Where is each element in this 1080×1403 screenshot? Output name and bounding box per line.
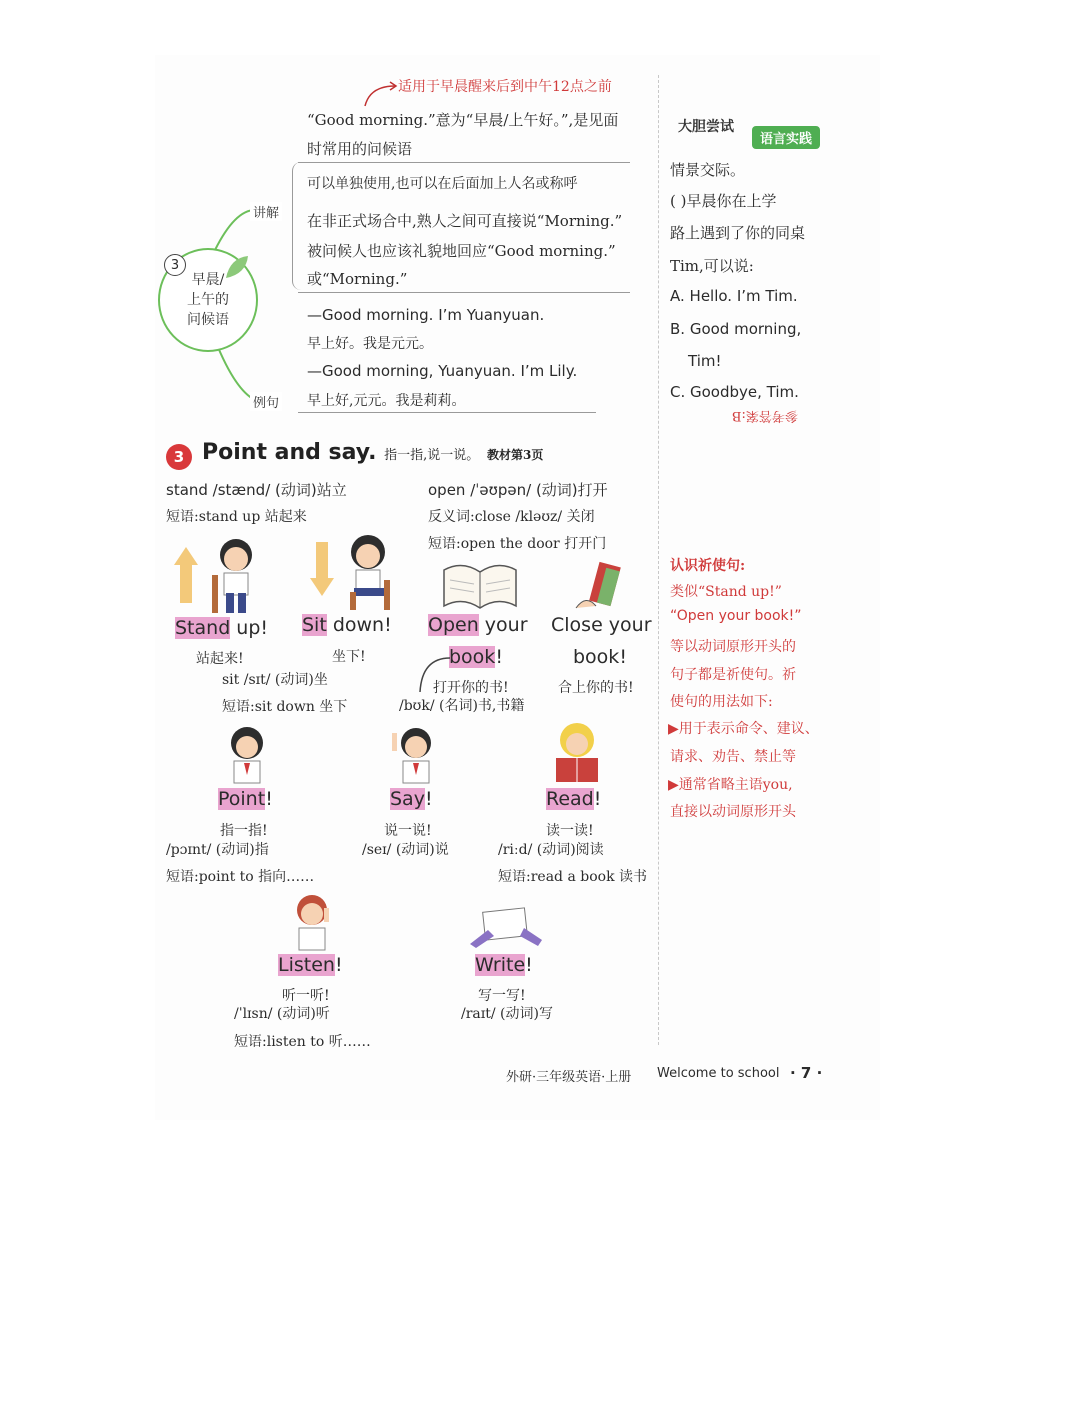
vocab-stand-phrase: 短语:stand up 站起来 [166, 509, 307, 525]
note-line: “Open your book!” [670, 608, 802, 624]
section-subtitle: 指一指,说一说。 [384, 448, 480, 463]
cn-sit-down: 坐下! [332, 649, 366, 665]
command-rest: ! [424, 788, 433, 810]
command-rest: down! [326, 614, 392, 636]
leaf-icon [222, 252, 252, 282]
explain-line-3: 被问候人也应该礼貌地回应“Good morning.” [307, 242, 616, 260]
explain-line-1: 可以单独使用,也可以在后面加上人名或称呼 [307, 176, 578, 192]
explain-brace [292, 162, 301, 290]
bubble-number: 3 [164, 254, 186, 276]
phrase-listen: 短语:listen to 听…… [234, 1034, 371, 1050]
sit-down-illustration [310, 530, 400, 615]
highlight-word: Listen [278, 954, 335, 976]
try-option-b: B. Good morning, [670, 320, 802, 338]
command-write [475, 954, 533, 976]
cn-read: 读一读! [546, 823, 594, 839]
read-illustration [550, 720, 604, 786]
highlight-word: Write [475, 954, 526, 976]
example-tag: 例句 [250, 392, 282, 411]
phrase-point: 短语:point to 指向…… [166, 869, 315, 885]
explain-tag: 讲解 [250, 202, 282, 221]
closed-book-illustration [572, 558, 632, 614]
command-rest: ! [334, 954, 343, 976]
highlight-word: Read [546, 788, 594, 810]
column-divider [658, 75, 659, 1045]
section-number: 3 [166, 444, 192, 470]
command-read [546, 788, 601, 810]
section-title [202, 440, 543, 465]
cn-point: 指一指! [220, 823, 268, 839]
try-option-a: A. Hello. I’m Tim. [670, 287, 798, 305]
example-line-4: 早上好,元元。我是莉莉。 [307, 393, 466, 409]
footer-book: 外研·三年级英语·上册 [506, 1070, 632, 1085]
highlight-word: Say [390, 788, 425, 810]
note-line: 使句的用法如下: [670, 694, 773, 710]
command-point [218, 788, 273, 810]
command-rest: ! [265, 788, 273, 810]
try-line-3: 路上遇到了你的同桌 [670, 224, 806, 242]
command-rest: up! [230, 617, 269, 639]
cn-listen: 听一听! [282, 988, 330, 1004]
page-number: · 7 · [790, 1064, 823, 1082]
phonetic-sit: sit /sɪt/ (动词)坐 [222, 672, 328, 688]
say-illustration [388, 725, 438, 785]
note-title: 认识祈使句: [670, 558, 746, 574]
annotation-arrow-icon [360, 78, 400, 108]
highlight-word: Sit [302, 614, 327, 636]
cn-open-book: 打开你的书! [433, 680, 509, 696]
vocab-open: open /ˈəʊpən/ (动词)打开 [428, 481, 608, 499]
try-line-2: ( )早晨你在上学 [670, 192, 777, 210]
phonetic-read: /riːd/ (动词)阅读 [498, 842, 604, 858]
try-badge: 语言实践 [752, 126, 820, 149]
command-open-book-2 [449, 646, 503, 668]
example-line-2: 早上好。我是元元。 [307, 336, 433, 352]
listen-illustration [288, 892, 336, 952]
try-header [668, 118, 820, 148]
command-rest: ! [525, 954, 533, 976]
phonetic-write: /raɪt/ (动词)写 [461, 1006, 553, 1022]
vocab-stand: stand /stænd/ (动词)站立 [166, 481, 347, 499]
vocab-close: 反义词:close /kləʊz/ 关闭 [428, 509, 595, 525]
command-rest: your [478, 614, 528, 636]
point-illustration [222, 725, 272, 785]
command-close-book: Close your [551, 614, 652, 636]
bubble-line: 早晨/ [191, 272, 225, 288]
footer-unit: Welcome to school [657, 1066, 780, 1081]
note-line: 请求、劝告、禁止等 [670, 749, 796, 765]
cn-say: 说一说! [384, 823, 432, 839]
example-line-1: —Good morning. I’m Yuanyuan. [307, 306, 545, 324]
top-annotation: 适用于早晨醒来后到中午12点之前 [398, 79, 612, 95]
command-stand-up [175, 617, 268, 639]
try-title: 大胆尝试 [678, 119, 734, 135]
command-close-book-2: book! [573, 646, 627, 668]
stand-up-illustration [174, 535, 264, 615]
bubble-line: 问候语 [187, 312, 229, 328]
open-book-illustration [440, 560, 520, 612]
divider-line [298, 292, 630, 293]
divider-line [298, 162, 630, 163]
explain-line-4: 或“Morning.” [307, 270, 408, 288]
try-option-b-cont: Tim! [688, 352, 722, 370]
command-listen [278, 954, 343, 976]
try-option-c: C. Goodbye, Tim. [670, 383, 799, 401]
cn-close-book: 合上你的书! [558, 680, 634, 696]
note-line: 类似“Stand up!” [670, 584, 782, 600]
phrase-sit: 短语:sit down 坐下 [222, 699, 348, 715]
phrase-read: 短语:read a book 读书 [498, 869, 648, 885]
section-ref: 教材第3页 [486, 448, 544, 462]
highlight-word: Stand [175, 617, 231, 639]
command-rest: ! [495, 646, 503, 668]
vocab-open-phrase: 短语:open the door 打开门 [428, 536, 607, 552]
section-title-en: Point and say. [202, 440, 377, 465]
note-line: 直接以动词原形开头 [670, 804, 796, 820]
cn-write: 写一写! [478, 988, 526, 1004]
phonetic-say: /seɪ/ (动词)说 [362, 842, 449, 858]
command-sit-down [302, 614, 392, 636]
try-line-1: 情景交际。 [670, 161, 746, 179]
command-open-book [428, 614, 528, 636]
phonetic-point: /pɔɪnt/ (动词)指 [166, 842, 269, 858]
highlight-word: book [449, 646, 496, 668]
note-line: 句子都是祈使句。祈 [670, 667, 796, 683]
cn-stand-up: 站起来! [196, 651, 244, 667]
note-line: ▶通常省略主语you, [668, 777, 793, 793]
phonetic-book: /bʊk/ (名词)书,书籍 [399, 698, 525, 714]
command-rest: ! [593, 788, 602, 810]
phonetic-listen: /ˈlɪsn/ (动词)听 [234, 1006, 330, 1022]
try-line-4: Tim,可以说: [670, 257, 754, 275]
intro-line-2: 时常用的问候语 [307, 140, 413, 158]
note-line: 等以动词原形开头的 [670, 639, 796, 655]
write-illustration [468, 904, 544, 950]
highlight-word: Point [218, 788, 266, 810]
note-line: ▶用于表示命令、建议、 [668, 721, 819, 737]
command-say [390, 788, 433, 810]
explain-line-2: 在非正式场合中,熟人之间可直接说“Morning.” [307, 212, 623, 230]
highlight-word: Open [428, 614, 479, 636]
bubble-line: 上午的 [187, 292, 229, 308]
try-answer: 参考答案:B [732, 408, 798, 423]
example-line-3: —Good morning, Yuanyuan. I’m Lily. [307, 362, 578, 380]
divider-line [298, 412, 596, 413]
intro-line-1: “Good morning.”意为“早晨/上午好。”,是见面 [307, 111, 619, 129]
